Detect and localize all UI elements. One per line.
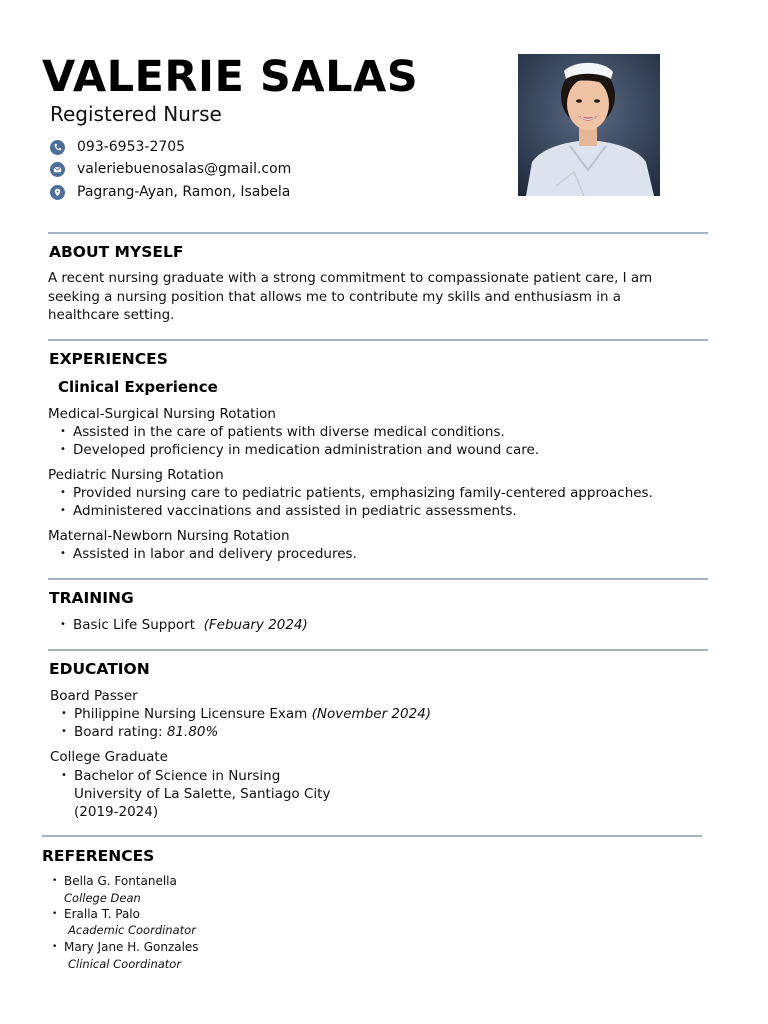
- exam-item: [74, 706, 431, 722]
- references-heading: REFERENCES: [42, 847, 155, 865]
- location-pin-icon: [50, 185, 65, 200]
- about-text: A recent nursing graduate with a strong commitment to compassionate patient care, I am seeking a nursing position that allows me to contribute my skills and enthusiasm in a healthcare setting.: [48, 271, 653, 323]
- rotation-title: Pediatric Nursing Rotation: [48, 467, 224, 483]
- reference-title: Academic Coordinator: [68, 923, 196, 937]
- reference-name: • Mary Jane H. Gonzales: [64, 940, 199, 954]
- rating-label: Board rating:: [74, 724, 163, 740]
- exam-date: (November 2024): [311, 706, 432, 722]
- reference-name: • Bella G. Fontanella: [64, 874, 177, 888]
- rating-item: [74, 724, 218, 740]
- experiences-heading: EXPERIENCES: [49, 350, 168, 368]
- reference-name: • Eralla T. Palo: [64, 907, 140, 921]
- phone-number: 093-6953-2705: [77, 139, 186, 155]
- training-heading: TRAINING: [49, 589, 134, 607]
- section-divider: [48, 578, 708, 580]
- contact-email: [50, 161, 291, 177]
- section-divider: [48, 232, 708, 234]
- profile-photo: [518, 54, 660, 196]
- training-date: (Febuary 2024): [203, 617, 308, 633]
- rotation-title: Medical-Surgical Nursing Rotation: [48, 406, 276, 422]
- board-passer-title: Board Passer: [50, 688, 138, 704]
- rating-value: 81.80%: [166, 724, 219, 740]
- about-heading: ABOUT MYSELF: [49, 243, 184, 261]
- training-item: [73, 617, 308, 633]
- rotation-bullet: • Developed proficiency in medication administration and wound care.: [73, 442, 539, 458]
- college-graduate-title: College Graduate: [50, 749, 168, 765]
- reference-title: College Dean: [64, 891, 141, 905]
- exam-name: Philippine Nursing Licensure Exam: [74, 706, 308, 722]
- rotation-bullet: • Assisted in the care of patients with diverse medical conditions.: [73, 424, 505, 440]
- rotation-bullet: • Provided nursing care to pediatric patients, emphasizing family-centered approaches.: [73, 485, 653, 501]
- mail-icon: [50, 162, 65, 177]
- clinical-experience-subheading: Clinical Experience: [58, 378, 218, 396]
- rotation-title: Maternal-Newborn Nursing Rotation: [48, 528, 290, 544]
- degree: • Bachelor of Science in Nursing: [74, 768, 280, 784]
- section-divider: [48, 339, 708, 341]
- resume-name: VALERIE SALAS: [42, 52, 419, 102]
- contact-phone: [50, 139, 185, 155]
- school-years: (2019-2024): [74, 804, 159, 820]
- phone-icon: [50, 140, 65, 155]
- contact-address: [50, 184, 290, 200]
- home-address: Pagrang-Ayan, Ramon, Isabela: [77, 184, 291, 200]
- rotation-bullet: • Assisted in labor and delivery procedures.: [73, 546, 357, 562]
- school-name: University of La Salette, Santiago City: [74, 786, 331, 802]
- training-name: Basic Life Support: [73, 617, 196, 633]
- rotation-bullet: • Administered vaccinations and assisted in pediatric assessments.: [73, 503, 517, 519]
- education-heading: EDUCATION: [49, 660, 150, 678]
- job-title: Registered Nurse: [50, 102, 222, 126]
- section-divider: [48, 649, 708, 651]
- email-address: valeriebuenosalas@gmail.com: [77, 161, 292, 177]
- section-divider: [42, 835, 702, 837]
- reference-title: Clinical Coordinator: [68, 957, 182, 971]
